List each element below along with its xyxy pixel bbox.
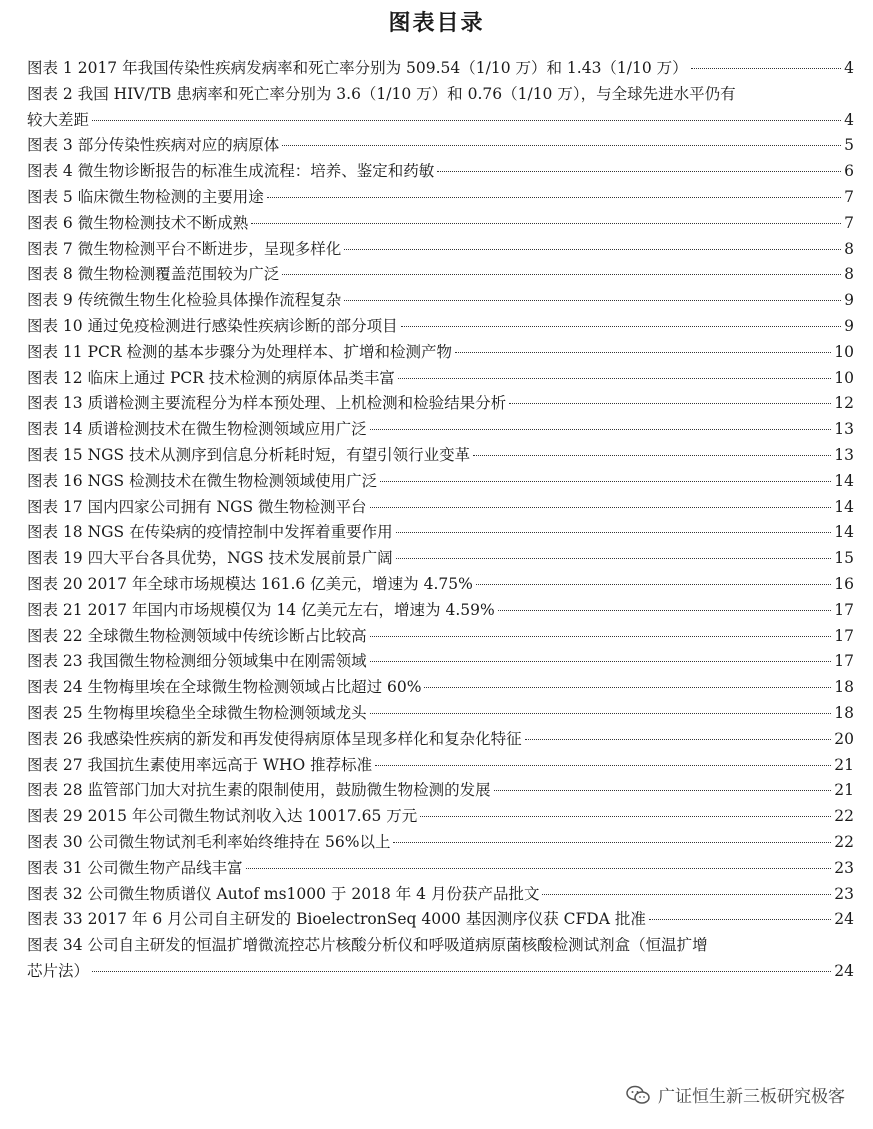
toc-entry-label: 图表 22 全球微生物检测领域中传统诊断占比较高 <box>27 626 367 645</box>
toc-entry-page: 10 <box>834 368 854 387</box>
toc-entry-page: 23 <box>834 884 854 903</box>
toc-entry-page: 9 <box>844 291 854 310</box>
toc-entry-label: 图表 29 2015 年公司微生物试剂收入达 10017.65 万元 <box>27 807 418 826</box>
toc-entry-label: 图表 8 微生物检测覆盖范围较为广泛 <box>27 265 280 284</box>
toc-entry-page: 23 <box>834 858 854 877</box>
dot-leader <box>424 687 831 688</box>
dot-leader <box>473 455 831 456</box>
toc-entry-label: 图表 27 我国抗生素使用率远高于 WHO 推荐标准 <box>27 755 373 774</box>
toc-entry-page: 18 <box>834 703 854 722</box>
toc-entry[interactable] <box>27 366 854 392</box>
dot-leader <box>494 790 832 791</box>
dot-leader <box>344 300 841 301</box>
dot-leader <box>92 120 841 121</box>
toc-entry-page: 7 <box>844 187 854 206</box>
toc-entry-page: 10 <box>834 342 854 361</box>
dot-leader <box>396 532 832 533</box>
toc-entry[interactable] <box>27 778 854 804</box>
toc-entry-page: 14 <box>834 497 854 516</box>
toc-entry-page: 4 <box>844 110 854 129</box>
toc-entry-label: 图表 26 我感染性疾病的新发和再发使得病原体呈现多样化和复杂化特征 <box>27 729 522 748</box>
dot-leader <box>380 481 831 482</box>
toc-entry-label-continuation: 较大差距 <box>27 110 90 129</box>
toc-entry-page: 16 <box>834 574 854 593</box>
toc-entry-page: 17 <box>834 600 854 619</box>
dot-leader <box>691 68 841 69</box>
toc-entry[interactable] <box>27 649 854 675</box>
toc-entry-label: 图表 30 公司微生物试剂毛利率始终维持在 56%以上 <box>27 832 391 851</box>
toc-entry[interactable] <box>27 856 854 882</box>
toc-entry[interactable] <box>27 159 854 185</box>
toc-entry[interactable] <box>27 624 854 650</box>
toc-entry-page: 22 <box>834 807 854 826</box>
dot-leader <box>246 868 832 869</box>
dot-leader <box>509 403 831 404</box>
dot-leader <box>375 765 831 766</box>
toc-entry-page: 8 <box>844 239 854 258</box>
dot-leader <box>525 739 832 740</box>
toc-entry-label: 图表 20 2017 年全球市场规模达 161.6 亿美元，增速为 4.75% <box>27 574 473 593</box>
toc-entry[interactable] <box>27 211 854 237</box>
toc-entry-label: 图表 7 微生物检测平台不断进步，呈现多样化 <box>27 239 342 258</box>
toc-entry[interactable] <box>27 391 854 417</box>
toc-entry[interactable] <box>27 56 854 82</box>
toc-entry-page: 9 <box>844 316 854 335</box>
dot-leader <box>370 713 832 714</box>
toc-entry-page: 14 <box>834 523 854 542</box>
dot-leader <box>370 507 832 508</box>
toc-entry-label-continuation: 芯片法） <box>27 961 90 980</box>
toc-entry[interactable] <box>27 882 854 908</box>
toc-entry-label: 图表 21 2017 年国内市场规模仅为 14 亿美元左右，增速为 4.59% <box>27 600 495 619</box>
toc-entry[interactable] <box>27 443 854 469</box>
toc-entry-label: 图表 32 公司微生物质谱仪 Autof ms1000 于 2018 年 4 月份获产品批文 <box>27 884 540 903</box>
toc-entry[interactable] <box>27 546 854 572</box>
toc-entry-page: 17 <box>834 626 854 645</box>
toc-entry-label: 图表 14 质谱检测技术在微生物检测领域应用广泛 <box>27 420 367 439</box>
toc-entry-page: 20 <box>834 729 854 748</box>
dot-leader <box>396 558 832 559</box>
dot-leader <box>455 352 831 353</box>
toc-entry-label: 图表 6 微生物检测技术不断成熟 <box>27 213 249 232</box>
dot-leader <box>398 378 831 379</box>
toc-entry-page: 6 <box>844 162 854 181</box>
toc-entry-page: 17 <box>834 652 854 671</box>
toc-entry-page: 13 <box>834 445 854 464</box>
dot-leader <box>498 610 832 611</box>
toc-entry-page: 13 <box>834 420 854 439</box>
toc-entry-label: 图表 16 NGS 检测技术在微生物检测领域使用广泛 <box>27 471 378 490</box>
watermark-text: 广证恒生新三板研究极客 <box>658 1087 845 1107</box>
dot-leader <box>370 429 832 430</box>
toc-entry[interactable] <box>27 572 854 598</box>
toc-entry-page: 24 <box>834 910 854 929</box>
watermark <box>626 1082 845 1107</box>
toc-entry[interactable] <box>27 830 854 856</box>
toc-entry-page: 15 <box>834 549 854 568</box>
toc-entry[interactable] <box>27 701 854 727</box>
toc-entry-label: 图表 18 NGS 在传染病的疫情控制中发挥着重要作用 <box>27 523 393 542</box>
dot-leader <box>267 197 841 198</box>
toc-entry[interactable] <box>27 753 854 779</box>
toc-entry[interactable] <box>27 340 854 366</box>
toc-entry[interactable] <box>27 288 854 314</box>
toc-entry-page: 14 <box>834 471 854 490</box>
dot-leader <box>542 894 831 895</box>
dot-leader <box>393 842 831 843</box>
toc-entry-label: 图表 4 微生物诊断报告的标准生成流程：培养、鉴定和药敏 <box>27 162 435 181</box>
wechat-icon <box>626 1085 650 1105</box>
toc-entry[interactable] <box>27 495 854 521</box>
toc-entry-page: 8 <box>844 265 854 284</box>
toc-entry[interactable] <box>27 727 854 753</box>
toc-entry-label: 图表 2 我国 HIV/TB 患病率和死亡率分别为 3.6（1/10 万）和 0.76（1/10 万），与全球先进水平仍有 <box>27 84 736 103</box>
dot-leader <box>370 636 832 637</box>
table-of-figures <box>27 56 854 985</box>
toc-entry[interactable] <box>27 262 854 288</box>
toc-entry-page: 24 <box>834 961 854 980</box>
toc-entry-label: 图表 13 质谱检测主要流程分为样本预处理、上机检测和检验结果分析 <box>27 394 507 413</box>
dot-leader <box>370 661 832 662</box>
toc-entry-label: 图表 5 临床微生物检测的主要用途 <box>27 187 264 206</box>
toc-entry-label: 图表 12 临床上通过 PCR 技术检测的病原体品类丰富 <box>27 368 395 387</box>
dot-leader <box>282 145 841 146</box>
dot-leader <box>92 971 831 972</box>
toc-entry[interactable] <box>27 82 854 134</box>
dot-leader <box>649 919 831 920</box>
dot-leader <box>420 816 831 817</box>
toc-entry[interactable] <box>27 933 854 985</box>
toc-entry-page: 12 <box>834 394 854 413</box>
dot-leader <box>437 171 841 172</box>
toc-entry-page: 22 <box>834 832 854 851</box>
toc-entry[interactable] <box>27 417 854 443</box>
toc-entry[interactable] <box>27 907 854 933</box>
toc-entry[interactable] <box>27 469 854 495</box>
toc-entry[interactable] <box>27 804 854 830</box>
toc-entry[interactable] <box>27 133 854 159</box>
dot-leader <box>282 274 841 275</box>
toc-entry-label: 图表 19 四大平台各具优势，NGS 技术发展前景广阔 <box>27 549 393 568</box>
toc-entry-page: 5 <box>844 136 854 155</box>
dot-leader <box>401 326 842 327</box>
toc-entry[interactable] <box>27 185 854 211</box>
toc-entry-label: 图表 31 公司微生物产品线丰富 <box>27 858 243 877</box>
dot-leader <box>251 223 841 224</box>
toc-entry-page: 21 <box>834 781 854 800</box>
toc-entry-label: 图表 23 我国微生物检测细分领域集中在刚需领域 <box>27 652 367 671</box>
toc-entry-label: 图表 25 生物梅里埃稳坐全球微生物检测领域龙头 <box>27 703 367 722</box>
toc-entry-label: 图表 24 生物梅里埃在全球微生物检测领域占比超过 60% <box>27 678 422 697</box>
toc-entry-label: 图表 10 通过免疫检测进行感染性疾病诊断的部分项目 <box>27 316 398 335</box>
toc-entry-page: 7 <box>844 213 854 232</box>
toc-entry-page: 21 <box>834 755 854 774</box>
toc-entry[interactable] <box>27 675 854 701</box>
toc-entry-page: 18 <box>834 678 854 697</box>
toc-entry-label: 图表 15 NGS 技术从测序到信息分析耗时短，有望引领行业变革 <box>27 445 471 464</box>
page-title: 图表目录 <box>388 10 485 36</box>
toc-entry-label: 图表 3 部分传染性疾病对应的病原体 <box>27 136 280 155</box>
toc-entry-label: 图表 28 监管部门加大对抗生素的限制使用，鼓励微生物检测的发展 <box>27 781 491 800</box>
toc-entry-label: 图表 33 2017 年 6 月公司自主研发的 BioelectronSeq 4000 基因测序仪获 CFDA 批准 <box>27 910 646 929</box>
toc-entry-label: 图表 9 传统微生物生化检验具体操作流程复杂 <box>27 291 342 310</box>
dot-leader <box>344 249 841 250</box>
toc-entry-label: 图表 11 PCR 检测的基本步骤分为处理样本、扩增和检测产物 <box>27 342 452 361</box>
toc-entry[interactable] <box>27 598 854 624</box>
toc-entry[interactable] <box>27 520 854 546</box>
toc-entry-label: 图表 1 2017 年我国传染性疾病发病率和死亡率分别为 509.54（1/10 万）和 1.43（1/10 万） <box>27 59 688 77</box>
dot-leader <box>476 584 831 585</box>
toc-entry-label: 图表 17 国内四家公司拥有 NGS 微生物检测平台 <box>27 497 367 516</box>
toc-entry-label: 图表 34 公司自主研发的恒温扩增微流控芯片核酸分析仪和呼吸道病原菌核酸检测试剂盒（恒温扩增 <box>27 936 708 955</box>
toc-entry-page: 4 <box>844 59 854 77</box>
toc-entry[interactable] <box>27 314 854 340</box>
toc-entry[interactable] <box>27 237 854 263</box>
